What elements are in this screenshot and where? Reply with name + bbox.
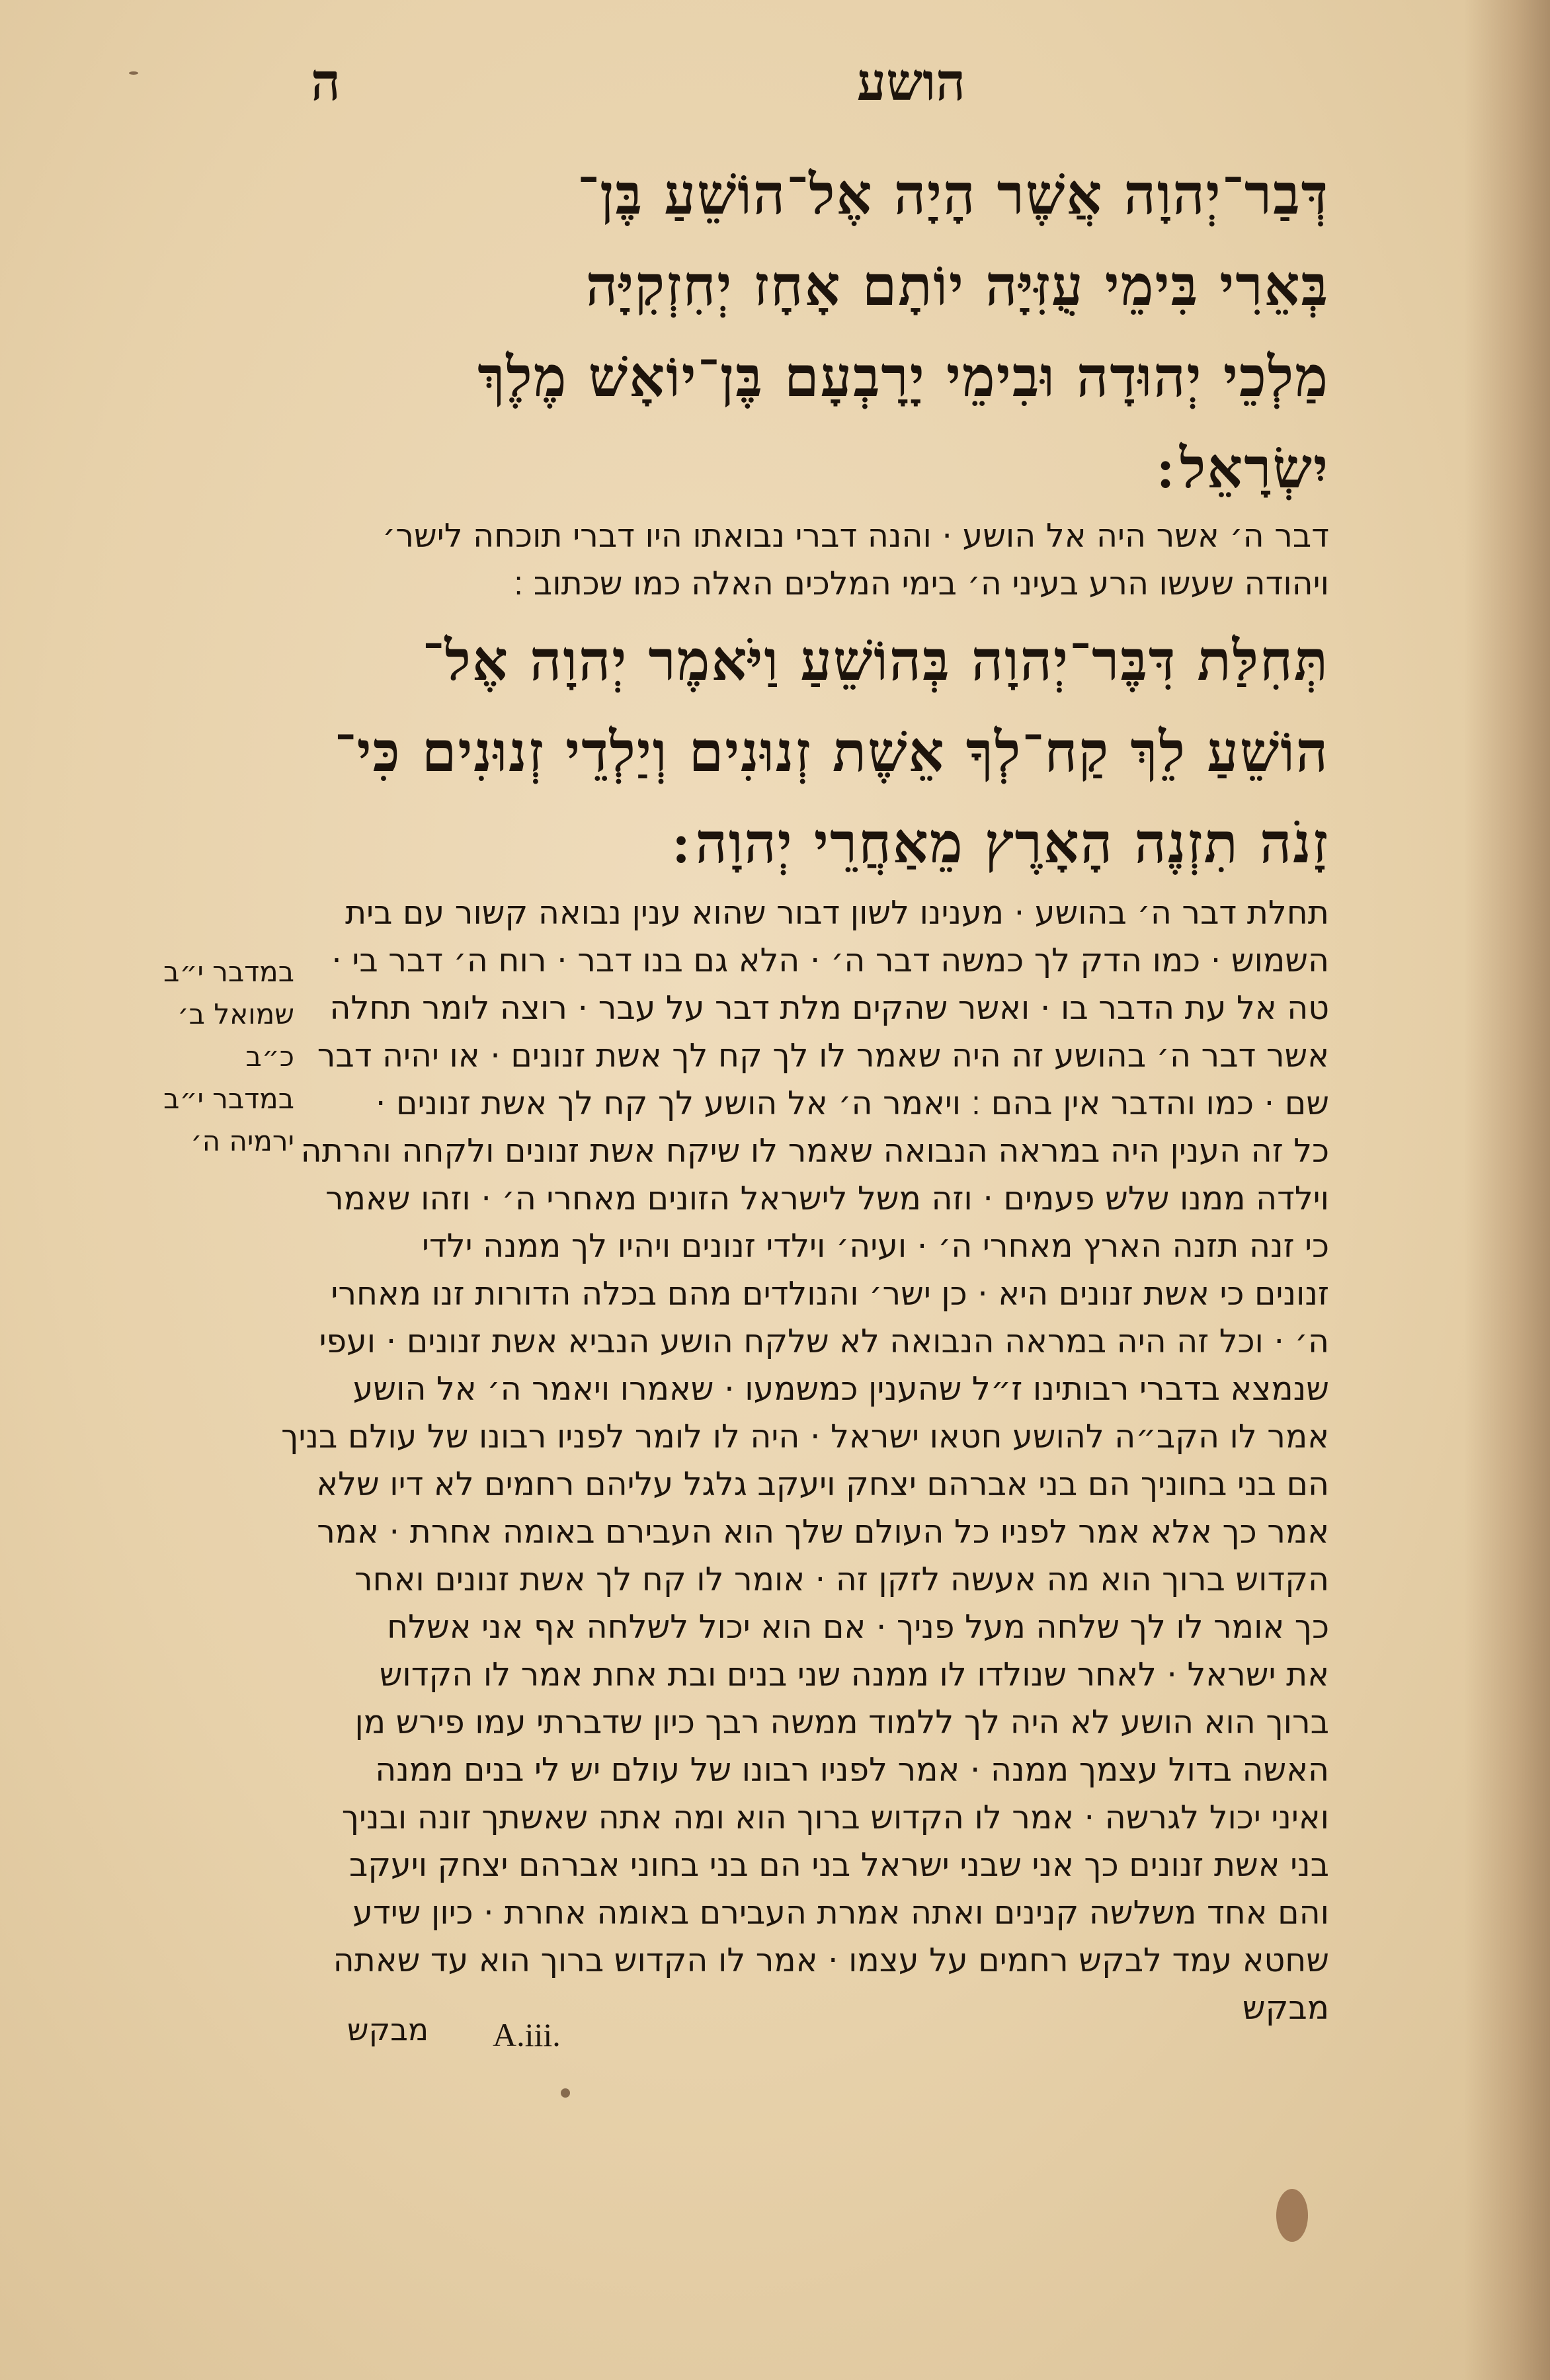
verse-2 bbox=[311, 615, 1329, 889]
ink-stain bbox=[1276, 2189, 1308, 2242]
book-title: הושע bbox=[856, 52, 965, 112]
verse-line: מַלְכֵי יְהוּדָה וּבִימֵי יָרָבְעָם בֶּן־יוֹאָשׁ מֶלֶךְ bbox=[477, 344, 1329, 409]
commentary-line: הקדוש ברוך הוא מה אעשה לזקן זה · אומר לו קח לך אשת זנונים ואחר bbox=[354, 1561, 1329, 1598]
commentary-line: שם · כמו והדבר אין בהם ׃ ויאמר ה׳ אל הושע לך קח לך אשת זנונים · bbox=[375, 1085, 1329, 1122]
commentary-line: כל זה הענין היה במראה הנבואה שאמר לו שיקח אשת זנונים ולקחה והרתה bbox=[300, 1132, 1329, 1170]
commentary-line: ויהודה שעשו הרע בעיני ה׳ בימי המלכים האלה כמו שכתוב ׃ bbox=[513, 565, 1329, 602]
margin-ref: שמואל ב׳ כ״ב bbox=[177, 998, 294, 1073]
commentary-line: דבר ה׳ אשר היה אל הושע · והנה דברי נבואתו היו דברי תוכחה לישר׳ bbox=[382, 517, 1329, 555]
margin-ref: ירמיה ה׳ bbox=[190, 1125, 294, 1157]
commentary-line: כך אומר לו לך שלחה מעל פניך · אם הוא יכול לשלחה אף אני אשלח bbox=[387, 1608, 1329, 1646]
commentary-line: את ישראל · לאחר שנולדו לו ממנה שני בנים ובת אחת אמר לו הקדוש bbox=[379, 1656, 1329, 1694]
margin-ref: במדבר י״ב bbox=[163, 1083, 294, 1115]
commentary-line: טה אל עת הדבר בו · ואשר שהקים מלת דבר על עבר · רוצה לומר תחלה bbox=[329, 989, 1329, 1027]
running-header bbox=[311, 46, 1329, 119]
margin-ref: במדבר י״ב bbox=[163, 956, 294, 988]
commentary-line: שנמצא בדברי רבותינו ז״ל שהענין כמשמעו · שאמרו ויאמר ה׳ אל הושע bbox=[352, 1370, 1329, 1408]
commentary-line: תחלת דבר ה׳ בהושע · מענינו לשון דבור שהוא ענין נבואה קשור עם בית bbox=[345, 894, 1329, 932]
commentary-line: אשר דבר ה׳ בהושע זה היה שאמר לו לך קח לך אשת זנונים · או יהיה דבר bbox=[317, 1037, 1329, 1075]
commentary-line: שחטא עמד לבקש רחמים על עצמו · אמר לו הקדוש ברוך הוא עד שאתה bbox=[333, 1942, 1329, 1979]
verse-line: זָנֹה תִזְנֶה הָאָרֶץ מֵאַחֲרֵי יְהוָה ׃ bbox=[673, 810, 1329, 876]
commentary-line: השמוש · כמו הדק לך כמשה דבר ה׳ · הלא גם בנו דבר · רוח ה׳ דבר בי · bbox=[331, 942, 1329, 979]
commentary-line: ה׳ · וכל זה היה במראה הנבואה לא שלקח הושע הנביא אשת זנונים · ועפי bbox=[319, 1323, 1329, 1360]
commentary-line: מבקש bbox=[1242, 1989, 1329, 2027]
commentary-line: ואיני יכול לגרשה · אמר לו הקדוש ברוך הוא ומה אתה שאשתך זונה ובניך bbox=[341, 1799, 1329, 1836]
catchword: מבקש bbox=[347, 2012, 429, 2047]
commentary-line: הם בני בחוניך הם בני אברהם יצחק ויעקב גלגל עליהם רחמים לא דיו שלא bbox=[316, 1465, 1329, 1503]
ink-dot bbox=[561, 2088, 570, 2098]
commentary-1 bbox=[311, 513, 1329, 608]
commentary-line: וילדה ממנו שלש פעמים · וזה משל לישראל הזונים מאחרי ה׳ · וזהו שאמר bbox=[325, 1180, 1329, 1217]
page-letter: ה bbox=[311, 52, 341, 112]
commentary-line: והם אחד משלשה קנינים ואתה אמרת העבירם באומה אחרת · כיון שידע bbox=[352, 1894, 1329, 1932]
margin-references bbox=[129, 951, 294, 1163]
ink-dot bbox=[129, 71, 138, 75]
verse-1 bbox=[311, 149, 1329, 514]
page-edge-shadow bbox=[1464, 0, 1550, 2380]
commentary-line: זנונים כי אשת זנונים היא · כן ישר׳ והנולדים מהם בכלה הדורות זנו מאחרי bbox=[331, 1275, 1329, 1313]
commentary-2 bbox=[281, 889, 1329, 2032]
signature-mark: A.iii. bbox=[493, 2016, 561, 2053]
verse-line: יִשְׂרָאֵל ׃ bbox=[1157, 435, 1329, 501]
commentary-line: אמר כך אלא אמר לפניו כל העולם שלך הוא העבירם באומה אחרת · אמר bbox=[317, 1513, 1329, 1551]
commentary-line: ברוך הוא הושע לא היה לך ללמוד ממשה רבך כיון שדברתי עמו פירש מן bbox=[354, 1703, 1329, 1741]
verse-line: הוֹשֵׁעַ לֵךְ קַח־לְךָ אֵשֶׁת זְנוּנִים וְיַלְדֵי זְנוּנִים כִּי־ bbox=[334, 719, 1329, 784]
verse-line: בְּאֵרִי בִּימֵי עֻזִּיָּה יוֹתָם אָחָז יְחִזְקִיָּה bbox=[585, 253, 1329, 318]
verse-line: דְּבַר־יְהוָה אֲשֶׁר הָיָה אֶל־הוֹשֵׁעַ בֶּן־ bbox=[577, 161, 1329, 227]
verse-line: תְּחִלַּת דִּבֶּר־יְהוָה בְּהוֹשֵׁעַ וַיֹּאמֶר יְהוָה אֶל־ bbox=[422, 628, 1329, 693]
commentary-line: כי זנה תזנה הארץ מאחרי ה׳ · ועיה׳ וילדי זנונים ויהיו לך ממנה ילדי bbox=[422, 1227, 1329, 1265]
commentary-line: בני אשת זנונים כך אני שבני ישראל בני הם בני בחוני אברהם יצחק ויעקב bbox=[349, 1846, 1329, 1884]
commentary-line: אמר לו הקב״ה להושע חטאו ישראל · היה לו לומר לפניו רבונו של עולם בניך bbox=[281, 1418, 1329, 1456]
commentary-line: האשה בדול עצמך ממנה · אמר לפניו רבונו של עולם יש לי בנים ממנה bbox=[375, 1751, 1329, 1789]
